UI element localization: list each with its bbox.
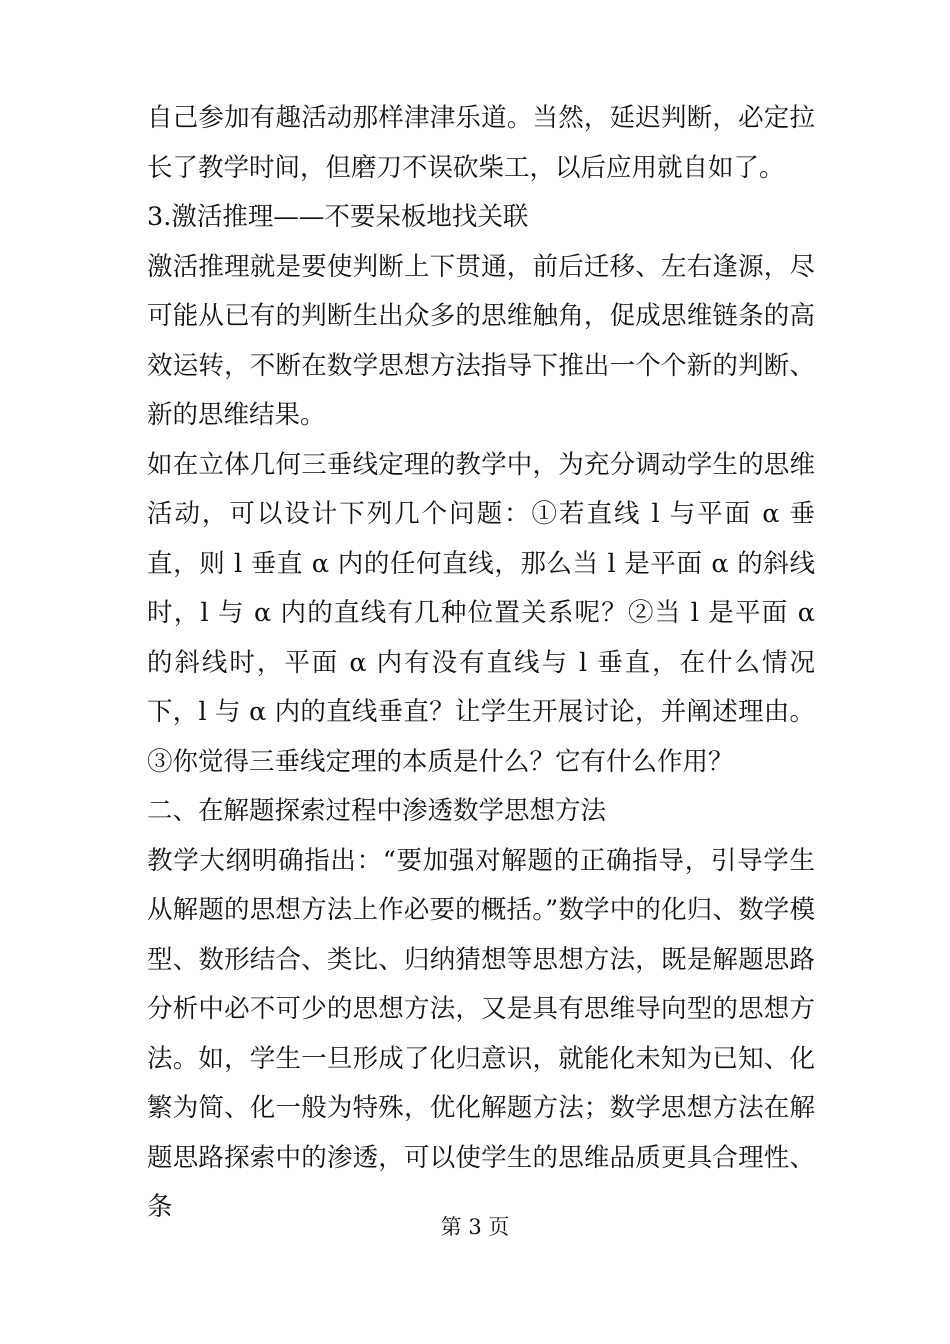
paragraph-syllabus-guidance: 教学大纲明确指出：“要加强对解题的正确指导，引导学生从解题的思想方法上作必要的概括。”数学中的化归、数学模型、数形结合、类比、归纳猜想等思想方法，既是解题思路分析中必不可少的思想方法，又是具有思维导向型的思想方法。如，学生一旦形成了化归意识，就能化未知为已知、化繁为简、化一般为特殊，优化解题方法；数学思想方法在解题思路探索中的渗透，可以使学生的思维品质更具合理性、条 [147, 845, 815, 1222]
section-heading-activate-reasoning: 3.激活推理——不要呆板地找关联 [147, 202, 529, 232]
paragraph-continuation: 自己参加有趣活动那样津津乐道。当然，延迟判断，必定拉长了教学时间，但磨刀不误砍柴工，以后应用就自如了。 [147, 103, 815, 183]
paragraph-three-perpendiculars-example: 如在立体几何三垂线定理的教学中，为充分调动学生的思维活动，可以设计下列几个问题：①若直线 l 与平面 α 垂直，则 l 垂直 α 内的任何直线，那么当 l 是平面 α 的斜线时，l 与 α 内的直线有几种位置关系呢？②当 l 是平面 α 的斜线时，平面 α 内有没有直线与 l 垂直，在什么情况下，l 与 α 内的直线垂直？让学生开展讨论，并阐述理由。③你觉得三垂线定理的本质是什么？它有什么作用？ [147, 449, 815, 777]
document-body [147, 94, 815, 1233]
section-heading-problem-solving: 二、在解题探索过程中渗透数学思想方法 [147, 796, 607, 826]
page-number: 第 3 页 [440, 1215, 510, 1239]
paragraph-activate-reasoning: 激活推理就是要使判断上下贯通，前后迁移、左右逢源，尽可能从已有的判断生出众多的思维触角，促成思维链条的高效运转，不断在数学思想方法指导下推出一个个新的判断、新的思维结果。 [147, 251, 815, 430]
